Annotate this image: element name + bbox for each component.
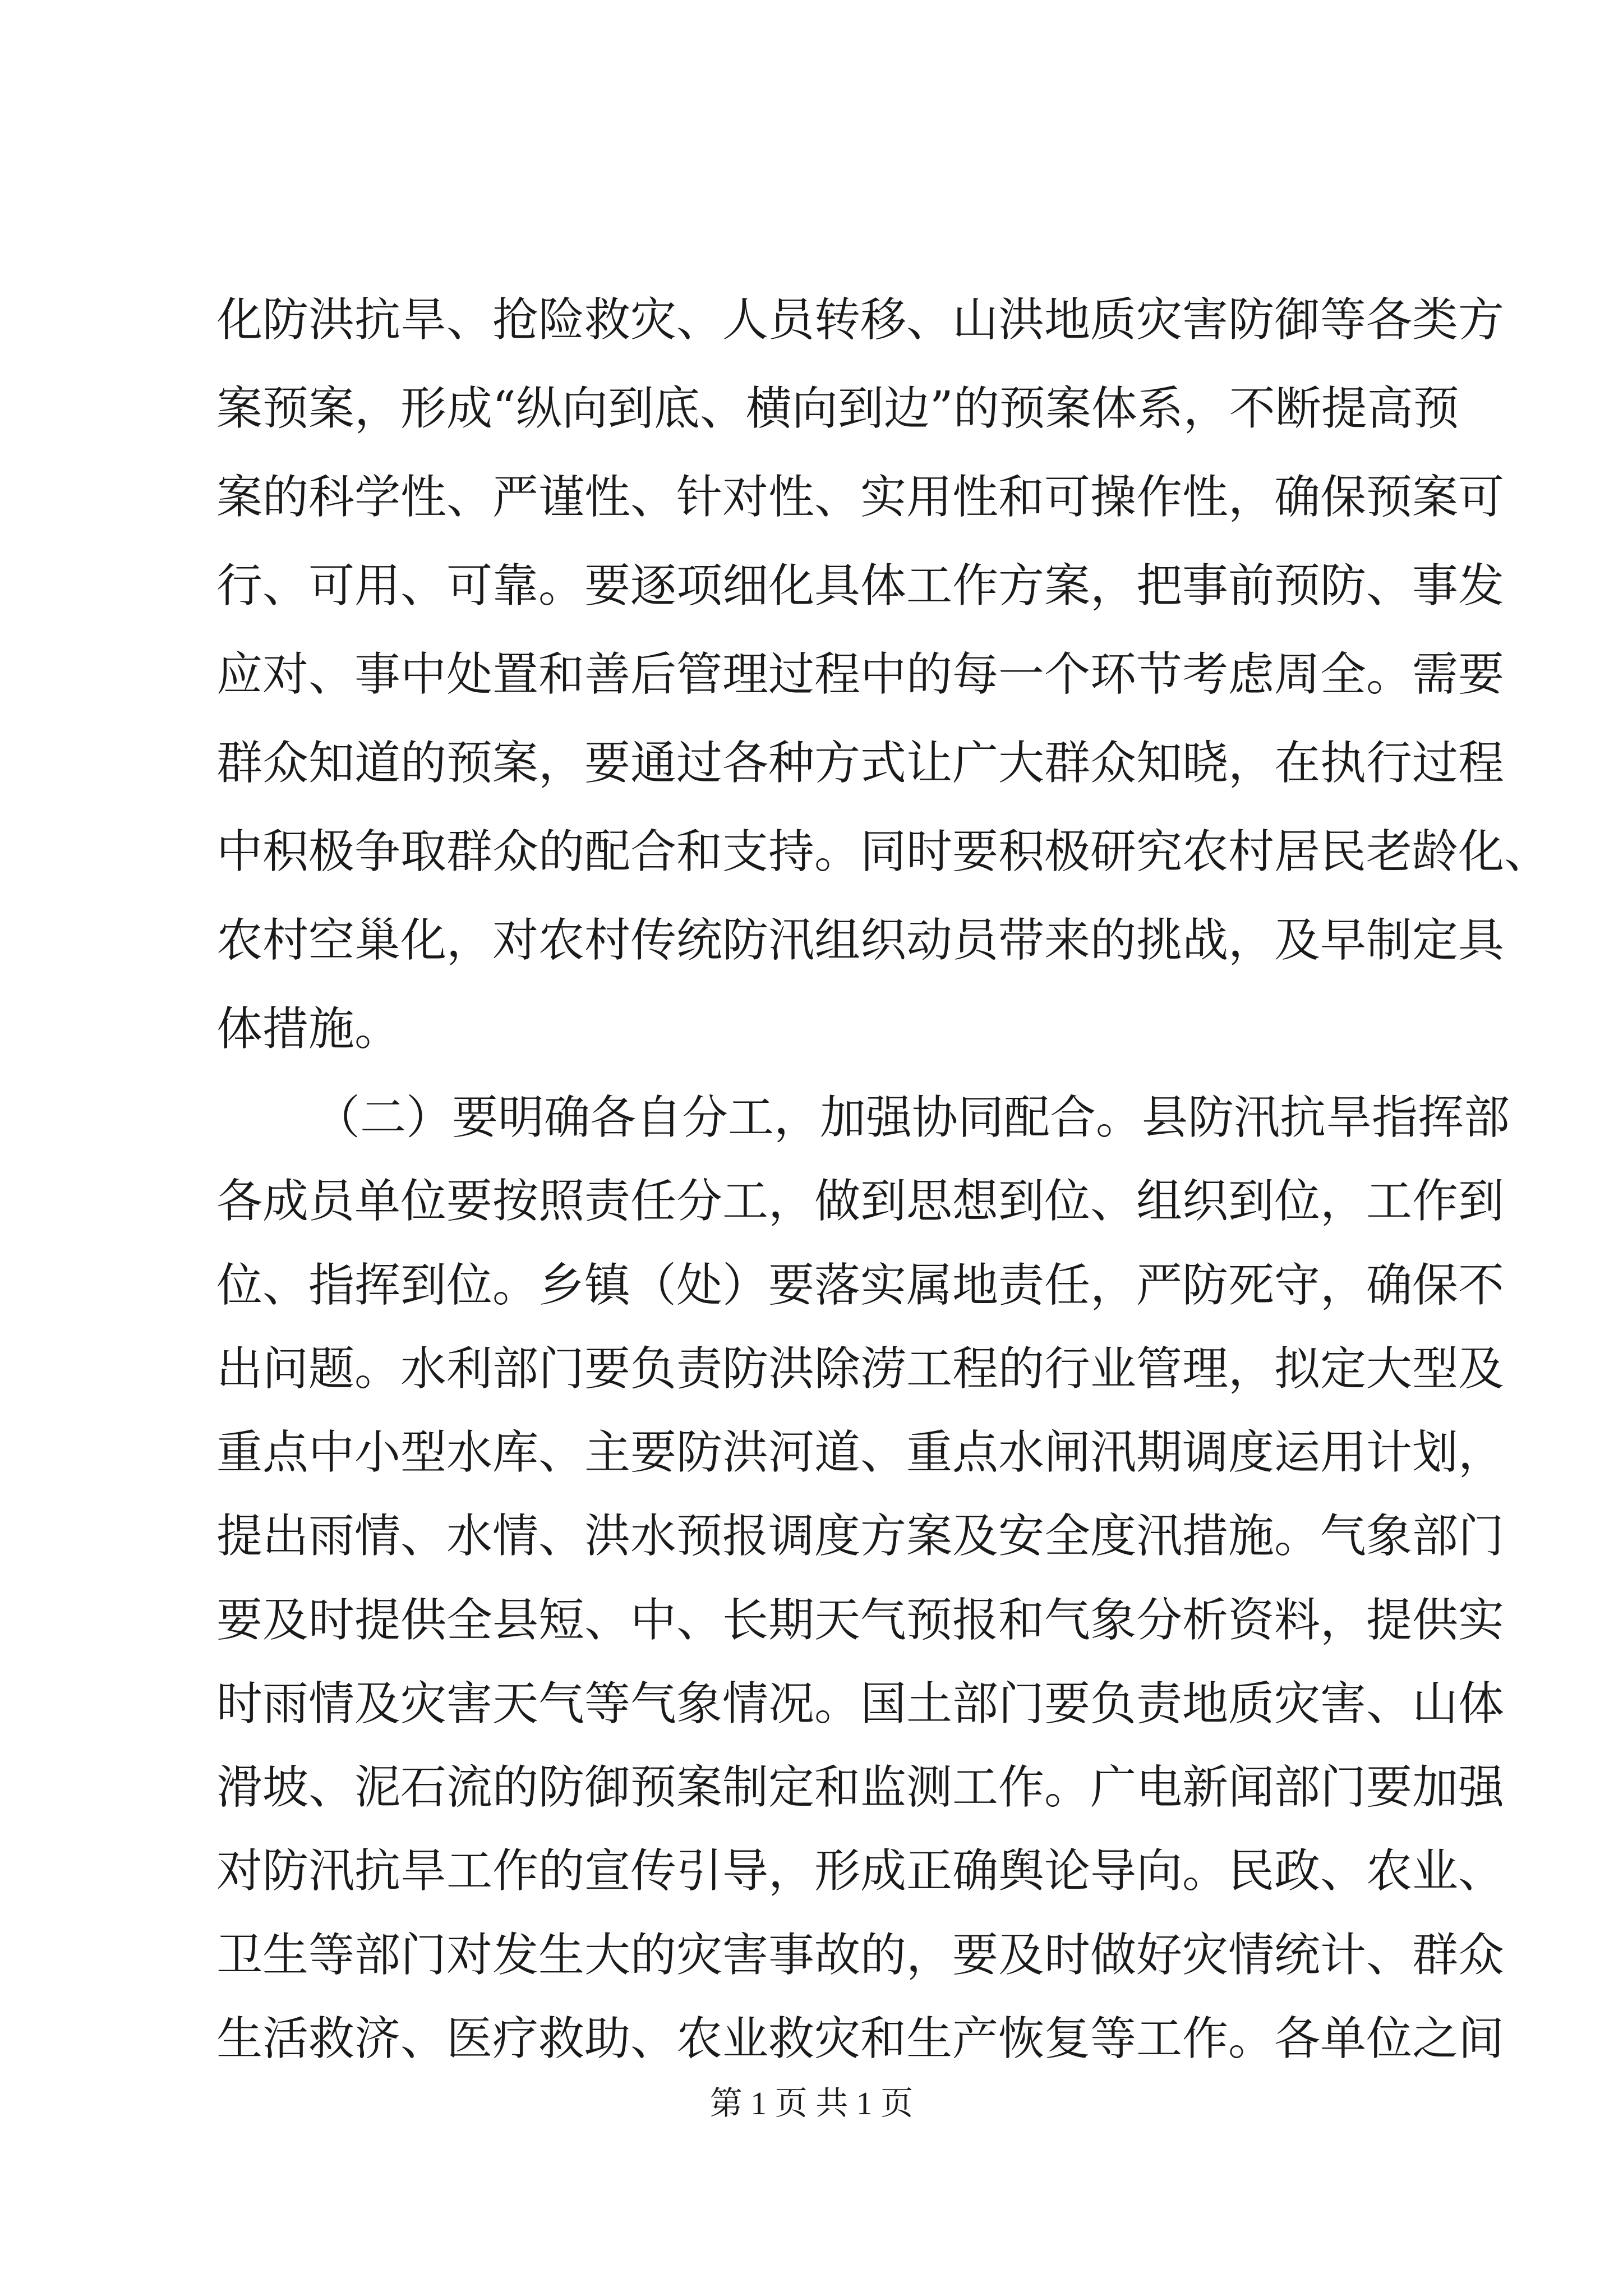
text-line: 要及时提供全县短、中、长期天气预报和气象分析资料，提供实 (216, 1594, 1505, 1647)
text-line: 群众知道的预案，要通过各种方式让广大群众知晓，在执行过程 (216, 737, 1505, 790)
page-footer: 第 1 页 共 1 页 (709, 2085, 914, 2122)
text-line: 中积极争取群众的配合和支持。同时要积极研究农村居民老龄化、 (216, 825, 1551, 878)
text-line: 滑坡、泥石流的防御预案制定和监测工作。广电新闻部门要加强 (216, 1761, 1505, 1814)
text-line: 各成员单位要按照责任分工，做到思想到位、组织到位，工作到 (216, 1175, 1505, 1228)
text-line: 提出雨情、水情、洪水预报调度方案及安全度汛措施。气象部门 (216, 1510, 1505, 1563)
text-line: 出问题。水利部门要负责防洪除涝工程的行业管理，拟定大型及 (216, 1342, 1505, 1396)
text-line: 时雨情及灾害天气等气象情况。国土部门要负责地质灾害、山体 (216, 1677, 1505, 1731)
text-line: 应对、事中处置和善后管理过程中的每一个环节考虑周全。需要 (216, 648, 1505, 701)
text-line: （二）要明确各自分工，加强协同配合。县防汛抗旱指挥部 (314, 1091, 1510, 1144)
text-line: 卫生等部门对发生大的灾害事故的，要及时做好灾情统计、群众 (216, 1929, 1505, 1982)
text-line: 位、指挥到位。乡镇（处）要落实属地责任，严防死守，确保不 (216, 1259, 1505, 1312)
text-line: 行、可用、可靠。要逐项细化具体工作方案，把事前预防、事发 (216, 559, 1505, 613)
text-line: 生活救济、医疗救助、农业救灾和生产恢复等工作。各单位之间 (216, 2012, 1505, 2065)
text-line: 农村空巢化，对农村传统防汛组织动员带来的挑战，及早制定具 (216, 914, 1505, 967)
text-line: 重点中小型水库、主要防洪河道、重点水闸汛期调度运用计划， (216, 1426, 1505, 1479)
text-line: 对防汛抗旱工作的宣传引导，形成正确舆论导向。民政、农业、 (216, 1844, 1505, 1898)
text-line: 案预案，形成“纵向到底、横向到边”的预案体系，不断提高预 (216, 382, 1459, 435)
text-line: 案的科学性、严谨性、针对性、实用性和可操作性，确保预案可 (216, 471, 1505, 524)
text-line: 化防洪抗旱、抢险救灾、人员转移、山洪地质灾害防御等各类方 (216, 293, 1505, 347)
text-line: 体措施。 (216, 1002, 401, 1056)
